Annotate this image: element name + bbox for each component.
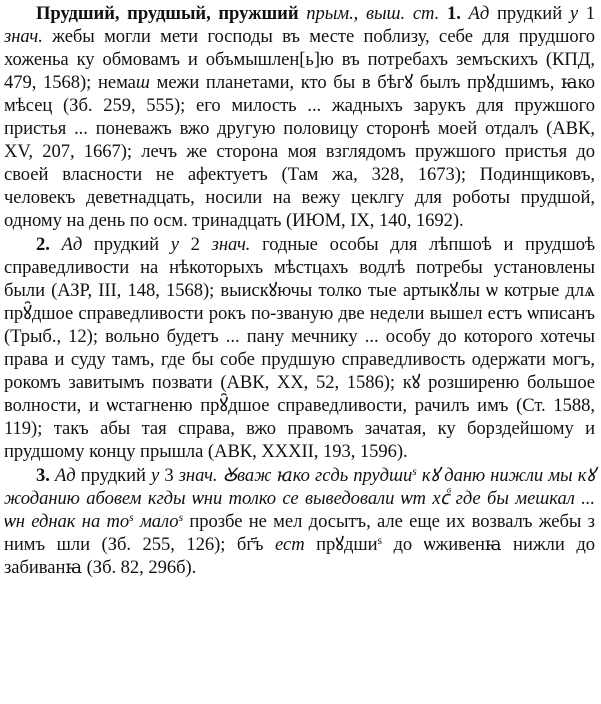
sense-3-text-a: Ꙋваж ꙗко гсдь прудши bbox=[222, 464, 413, 486]
cross-ref-ad-3: Ад bbox=[54, 464, 76, 486]
sense-3-text-f: до ѡживенꙗ нижли до забиванꙗ (Зб. 82, 296б). bbox=[4, 534, 595, 579]
entry-sense-3 bbox=[4, 464, 595, 579]
sense-number-1: 1. bbox=[446, 3, 461, 24]
cross-ref-u-1: у bbox=[569, 3, 579, 24]
cross-ref-number-2: 2 bbox=[190, 233, 200, 255]
sense-2-text: годные особы для лѣпшоѣ и прудшоѣ справедливости на нѣкоторыхъ мѣстцахъ водлѣ потребы установлены были (АЗР, III, 148, 1568); выискꙋючы толко тые артыкꙋлы ѡ котрые длѧ прꙋ̑дшое справедливости рокъ по-званую две недели вышел естъ ѡписанъ (Трыб., 12); вольно будетъ ... пану мечнику ... особу до которого хотечы права и суду тамъ, где бы собе прудшую справедливость одержати могъ, рокомъ завитымъ позвати (АВК, XX, 52, 1586); кꙋ розширеню большое волности, и ѡстагненю прꙋ̑дшое справедливости, рачилъ имъ (Ст. 1588, 119); такъ абы тая справа, вжо правомъ зачатая, ку борздейшому и прудшому концу прышла (АВК, XXXII, 193, 1596). bbox=[4, 233, 596, 463]
cross-ref-u-3: у bbox=[151, 464, 160, 486]
headword: Прудший, прудшый, пружший bbox=[36, 3, 299, 24]
sense-3-text-c: мало bbox=[139, 511, 179, 533]
sense-number-3: 3. bbox=[36, 464, 50, 486]
cross-ref-word-1: прудкий bbox=[496, 3, 563, 24]
sense-1-text-b: межи планетами, кто бы в бѣгꙋ былъ прꙋдшимъ, ꙗко мѣсец (Зб. 259, 555); его милость ... жадныхъ зарукъ для пружшого пристья ... поневажъ вжо другую половицу сторонѣ моей отдалъ (АВК, XV, 207, 1667); лечъ же сторона моя взглядомъ пружшого пристья до своей власности не афектуетъ (Там жа, 328, 1673); Подинщиковъ, человекъ деветнадцать, носили на вежу цеклгу для роботы прудшой, одному на день по осм. тринадцать (ИЮМ, IX, 140, 1692). bbox=[4, 72, 595, 232]
entry-sense-2 bbox=[4, 233, 595, 463]
sense-number-2: 2. bbox=[36, 233, 50, 255]
cross-ref-znach-3: знач. bbox=[178, 464, 218, 486]
dictionary-entry bbox=[4, 2, 595, 579]
superscript-4: s bbox=[377, 535, 382, 548]
sense-3-text-d: прозбе не мел досытъ, але еще их возвалъ жебы з нимъ шли (Зб. 255, 126); бг҃ъ bbox=[4, 511, 595, 556]
cross-ref-ad-2: Ад bbox=[61, 233, 83, 255]
cross-ref-ad-1: Ад bbox=[468, 3, 490, 24]
sense-3-text-b: кꙋ даню нижли мы кꙋ жоданию абовем кгды ѡни толко се выведовали ѡт хсᷛ где бы мешкал ... ѡн еднак на то bbox=[4, 464, 596, 533]
sense-1-italic-letter: ш bbox=[135, 72, 150, 94]
superscript-1: s bbox=[412, 466, 417, 479]
cross-ref-word-2: прудкий bbox=[93, 233, 160, 255]
sense-1-text-a: жебы могли мети господы въ месте поблизу, себе для прудшого хоженьа ку обмовамъ и объмышлен[ь]ю въ потребахъ земъскихъ (КПД, 479, 1568); нема bbox=[4, 26, 595, 94]
cross-ref-znach-1: знач. bbox=[4, 26, 43, 48]
cross-ref-word-3: прудкий bbox=[80, 464, 146, 486]
sense-3-text-e: прꙋдши bbox=[316, 534, 378, 556]
superscript-3: s bbox=[178, 512, 183, 525]
cross-ref-znach-2: знач. bbox=[211, 233, 251, 255]
cross-ref-number-1: 1 bbox=[585, 3, 596, 24]
sense-3-italic-word: ест bbox=[275, 534, 305, 556]
cross-ref-number-3: 3 bbox=[164, 464, 174, 486]
cross-ref-u-2: у bbox=[170, 233, 179, 255]
superscript-2: s bbox=[129, 512, 134, 525]
entry-sense-1 bbox=[4, 2, 595, 232]
grammar-label: прым., выш. ст. bbox=[306, 3, 440, 24]
